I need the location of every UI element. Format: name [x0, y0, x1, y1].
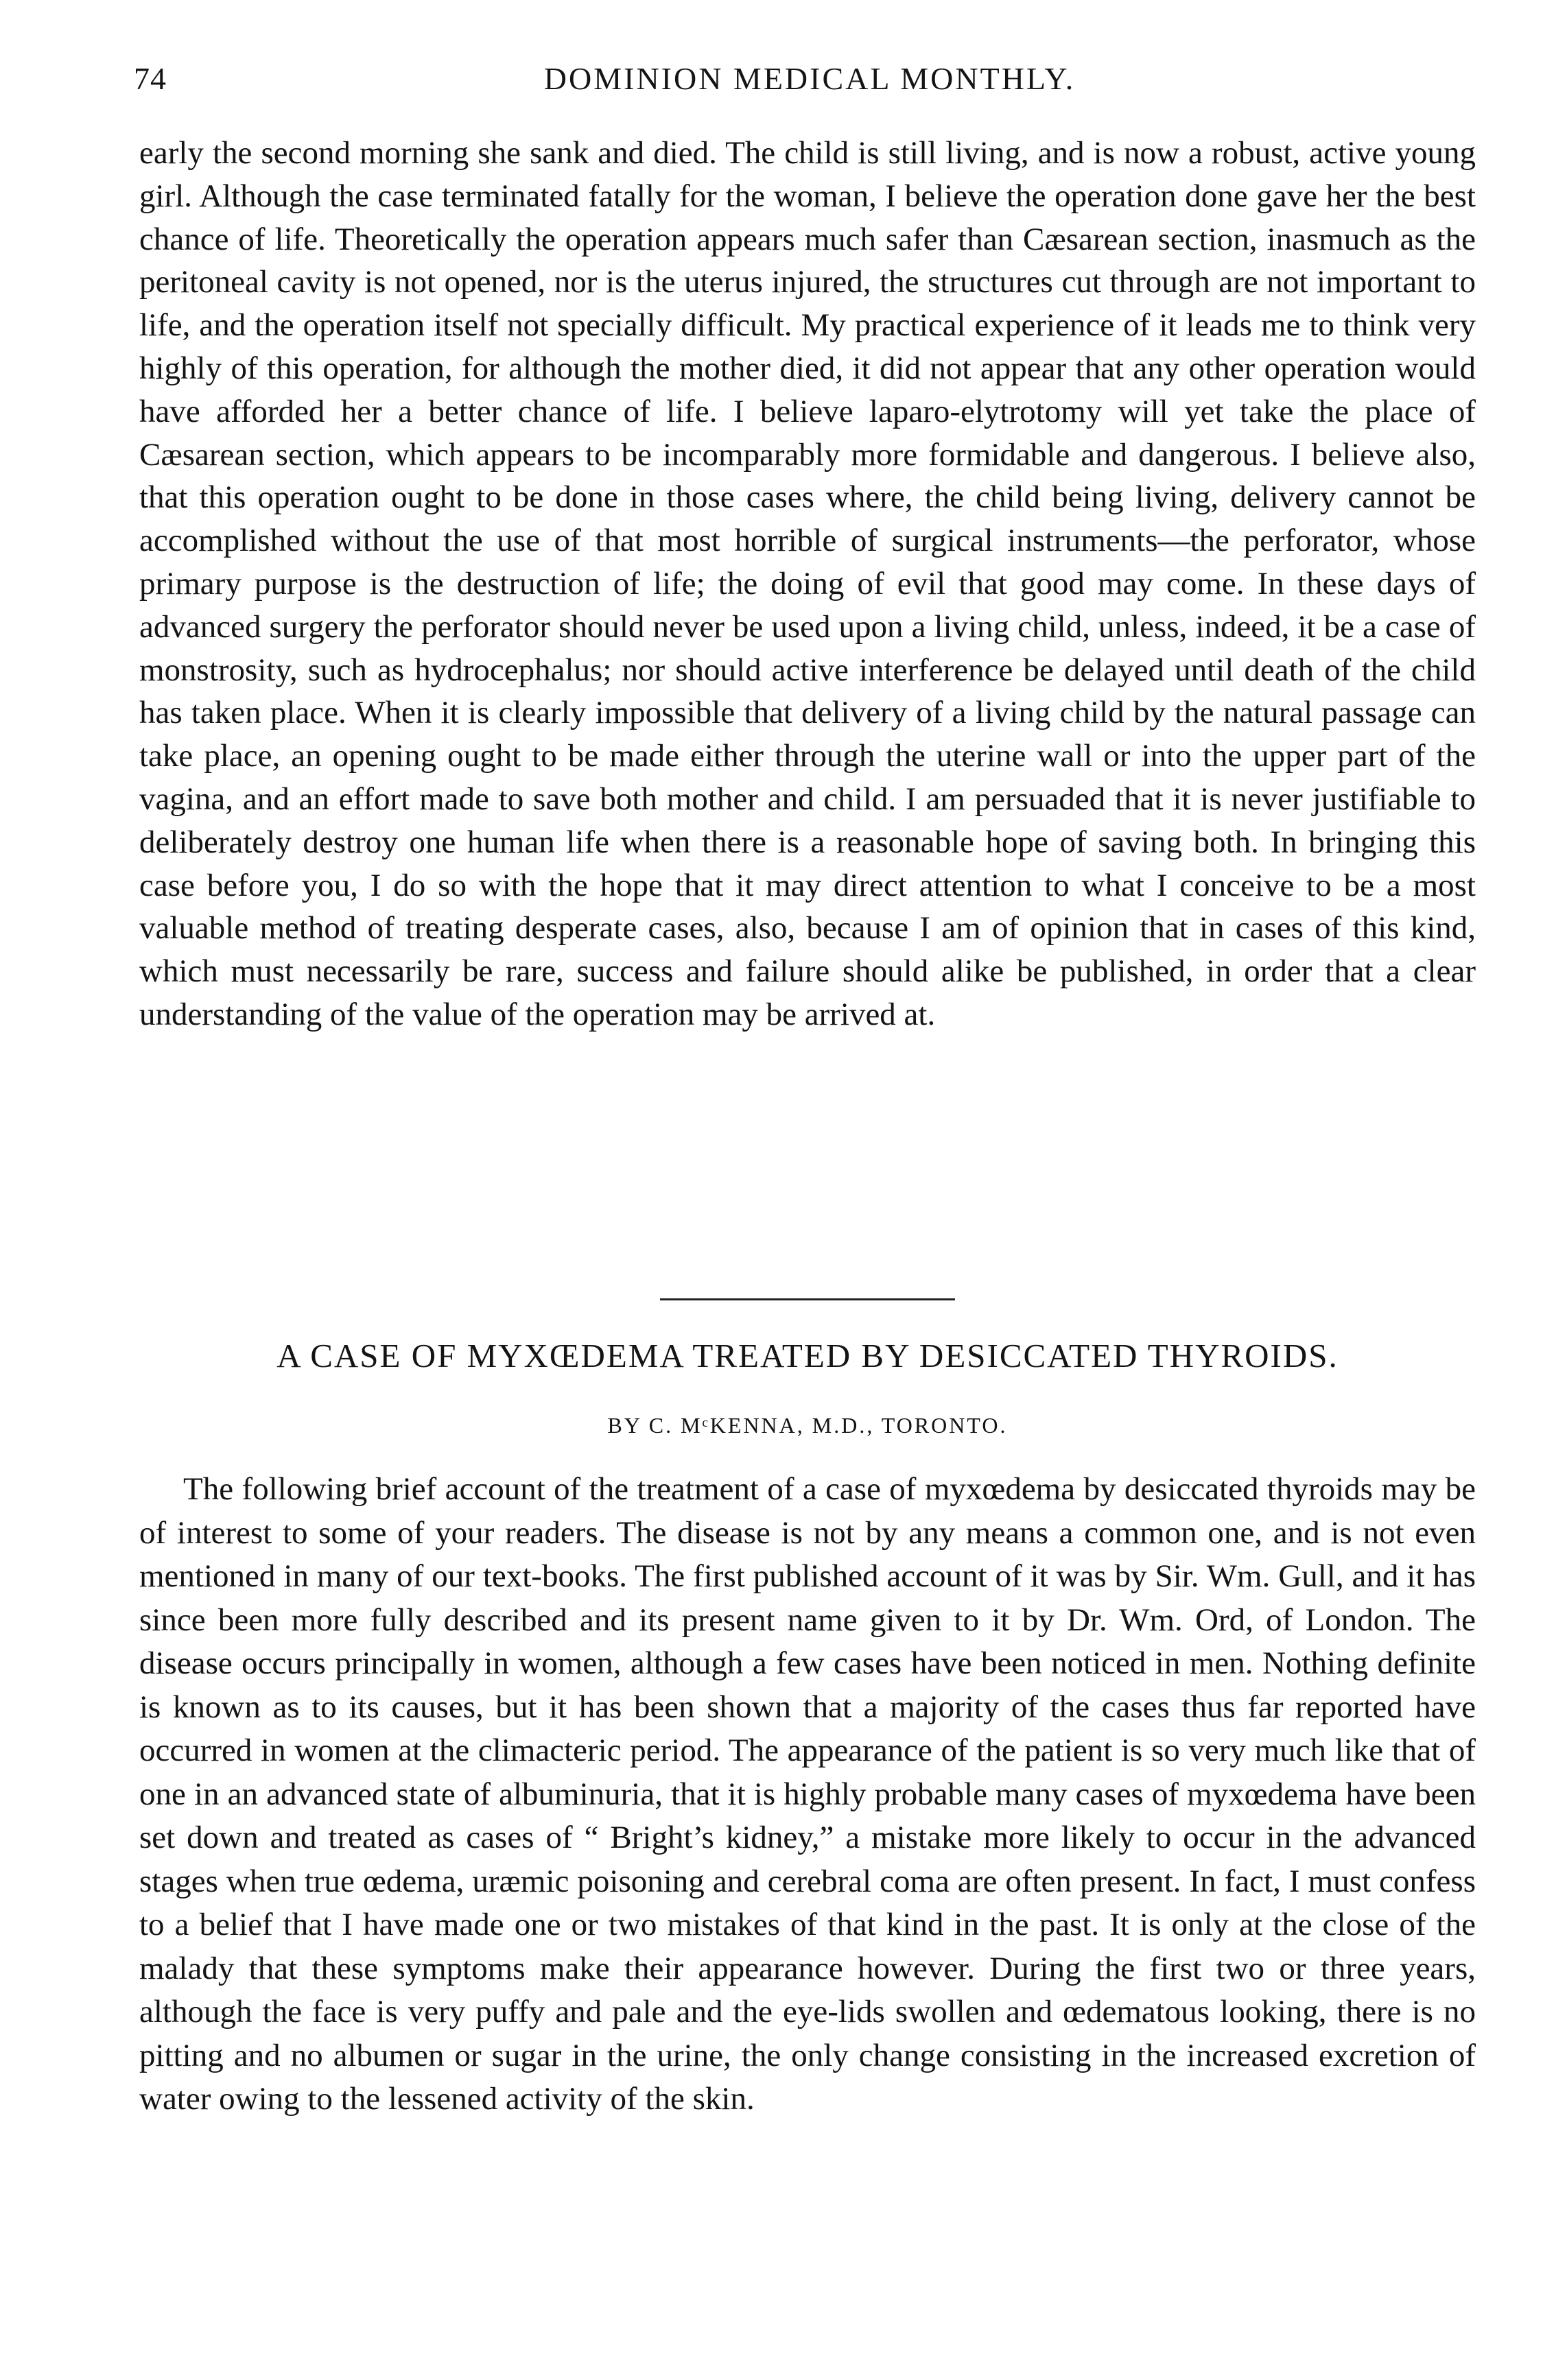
page-number: 74 — [134, 61, 167, 96]
journal-title: DOMINION MEDICAL MONTHLY. — [543, 61, 1076, 96]
continued-paragraph: early the second morning she sank and died. The child is still living, and is now a robust, active young girl. Although the case terminated fatally for the woman, I believe the operation done gave her the best chance of life. Theoretically the operation appears much safer than Cæsarean section, inasmuch as the peritoneal cavity is not opened, nor is the uterus injured, the structures cut through are not important to life, and the operation itself not specially difficult. My practical experience of it leads me to think very highly of this operation, for although the mother died, it did not appear that any other operation would have afforded her a better chance of life. I believe laparo-elytrotomy will yet take the place of Cæsarean section, which appears to be incomparably more formidable and dangerous. I believe also, that this operation ought to be done in those cases where, the child being living, delivery cannot be accomplished without the use of that most horrible of surgical instruments—the perforator, whose primary purpose is the destruction of life; the doing of evil that good may come. In these days of advanced surgery the perforator should never be used upon a living child, unless, indeed, it be a case of monstrosity, such as hydrocephalus; nor should active interference be delayed until death of the child has taken place. When it is clearly impossible that delivery of a living child by the natural passage can take place, an opening ought to be made either through the uterine wall or into the upper part of the vagina, and an effort made to save both mother and child. I am persuaded that it is never justifiable to deliberately destroy one human life when there is a reasonable hope of saving both. In bringing this case before you, I do so with the hope that it may direct attention to what I conceive to be a most valuable method of treating desperate cases, also, because I am of opinion that in cases of this kind, which must necessarily be rare, success and failure should alike be published, in order that a clear understanding of the value of the operation may be arrived at. — [139, 135, 1476, 1032]
running-head — [134, 60, 1485, 108]
article-byline: BY C. MᶜKENNA, M.D., TORONTO. — [607, 1413, 1008, 1438]
article-title: A CASE OF MYXŒDEMA TREATED BY DESICCATED THYROIDS. — [276, 1337, 1339, 1375]
section-divider — [660, 1298, 955, 1300]
article-body-paragraph: The following brief account of the treatment of a case of myxœdema by desiccated thyroids may be of interest to some of your readers. The disease is not by any means a common one, and is not even mentioned in many of our text-books. The first published account of it was by Sir. Wm. Gull, and it has since been more fully described and its present name given to it by Dr. Wm. Ord, of London. The disease occurs principally in women, although a few cases have been noticed in men. Nothing definite is known as to its causes, but it has been shown that a majority of the cases thus far reported have occurred in women at the climacteric period. The appearance of the patient is so very much like that of one in an advanced state of albuminuria, that it is highly probable many cases of myxœdema have been set down and treated as cases of “ Bright’s kidney,” a mistake more likely to occur in the advanced stages when true œdema, uræmic poisoning and cerebral coma are often present. In fact, I must confess to a belief that I have made one or two mistakes of that kind in the past. It is only at the close of the malady that these symptoms make their appearance however. During the first two or three years, although the face is very puffy and pale and the eye-lids swollen and œdematous looking, there is no pitting and no albumen or sugar in the urine, the only change consisting in the increased excretion of water owing to the lessened activity of the skin. — [139, 1471, 1476, 2117]
